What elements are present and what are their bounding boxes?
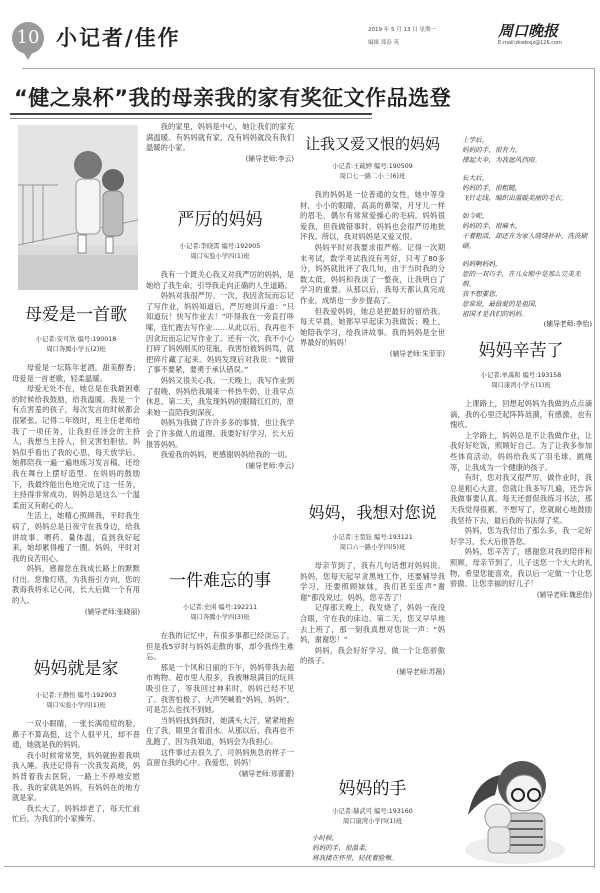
paragraph: 这件事过去很久了，可妈妈焦急的样子一直留在我的心中。我爱您，妈妈！ (146, 747, 294, 768)
poem-line: 长大后， (462, 174, 489, 182)
teacher-credit: (辅导老师:邢蕾蕾) (238, 769, 294, 778)
byline: 小记者:王疏婷 编号:190509 (332, 163, 413, 170)
byline: 小记者:李晓霄 编号:192905 (179, 243, 261, 250)
poem-continued (450, 135, 592, 330)
byline: 小记者:安可欣 编号:190018 (35, 336, 117, 343)
issue-info (368, 24, 436, 50)
school: 周口七一路二小三(6)班 (339, 173, 406, 180)
poem-line: 将我搂在怀里，轻抚着脸颊。 (312, 854, 398, 862)
poem-stanza (300, 833, 445, 867)
school: 周口六一路小学四(5)班 (339, 544, 406, 551)
article-title: 妈妈辛苦了 (478, 341, 564, 361)
paragraph: 妈妈对我很严厉。一次，我因贪玩而忘记了写作业，妈妈知道后，严厉地训斥道：“只知道玩！快写作业去！”吓得我在一旁直打哆嗦，连忙跑去写作业……从此以后，我再也不因贪玩而忘记写作业了。还有一次，我不小心打碎了妈妈刚买的花瓶，我害怕被妈妈骂，就把碎片藏了起来。妈妈发现后对我说：“做错了事不要紧，要勇于承认错误。” (146, 291, 294, 375)
article-want-to-tell-you (300, 500, 445, 767)
teacher-credit: (辅导老师:张晓丽) (84, 607, 140, 616)
article-title: 妈妈，我想对您说 (308, 503, 437, 522)
poem-line: 祖国才是我们的妈妈。 (462, 310, 528, 318)
email: E-mail:zkwbxjz@126.com (498, 40, 562, 46)
paragraph: 妈妈又很关心我。一天晚上，我写作业到了很晚，妈妈给我端来一杯热牛奶，让我早点休息。第二天，我发现妈妈的眼睛红红的，原来她一直陪我到深夜。 (146, 375, 294, 417)
article-title: 母爱是一首歌 (25, 305, 127, 325)
paragraph: 我爱我的妈妈，更感谢妈妈给我的一切。 (160, 450, 292, 460)
article-mother-love-song (12, 300, 140, 653)
paragraph: 妈妈，感谢您在我成长路上的默默付出。您像灯塔，为我指引方向，您的教诲我将永记心间，长大后做一个有用的人。 (12, 564, 140, 606)
poem-line: 妈妈的手，很温柔， (312, 844, 372, 852)
teacher-credit: (辅导老师:李云) (245, 461, 294, 470)
page-number-badge: 10 (12, 22, 44, 54)
editor: 编辑 郑春 英 (368, 40, 399, 46)
article-title: 严厉的妈妈 (177, 210, 263, 230)
paragraph: 妈妈平时对我要求很严格。记得一次期末考试，数学考试我没有考好，只考了80多分，妈妈就批评了我几句，由于当时我的分数太低，妈妈和我谈了一整夜，让我明白了学习的重要。从那以后，我每天都认真完成作业，成绩也一步步提高了。 (300, 242, 445, 305)
teacher-credit: (辅导老师:李怡) (543, 320, 592, 328)
divider (10, 118, 372, 119)
paragraph: 生活上，她精心照顾我，平时我生病了，妈妈总是日夜守在我身边，给我讲故事、喂药、量体温，直到我好起来，她却累得瘦了一圈。妈妈，平时对我的良苦用心。 (12, 511, 140, 563)
paragraph: 妈妈，您辛苦了，感谢您对我的陪伴和照顾，母亲节到了，儿子送您一个大大的礼物，希望您能喜欢，我以后一定做一个让您骄傲、让您幸福的好儿子！ (450, 547, 592, 589)
paragraph: 上课路上，回想起妈妈为我做的点点滴滴，我的心里泛起阵阵涟漪，有感激，也有愧疚。 (450, 399, 592, 430)
article-title: 让我又爱又恨的妈妈 (304, 135, 440, 153)
paragraph: 我有一个既关心我又对我严厉的妈妈，是她给了我生命，引导我走向正确的人生道路。 (146, 270, 294, 290)
paragraph: 当妈妈找到我时，她满头大汗，紧紧地抱住了我，眼里含着泪水。从那以后，我再也不乱跑了，因为我知道，妈妈会为我担心。 (146, 715, 294, 746)
school: 周口康湾小学四(1)班 (342, 818, 403, 825)
byline: 小记者:王静怡 编号:192903 (35, 692, 117, 699)
section-title: 小记者/佳作 (56, 25, 181, 50)
illustration-mother-child (18, 125, 138, 290)
paragraph: 记得那天晚上，我发烧了，妈妈一夜没合眼，守在我的床边。第二天，您又早早地去上班了，那一刻我真想对您说一声：“妈妈，谢谢您！” (300, 603, 445, 645)
article-title: 妈妈的手 (338, 779, 407, 799)
teacher-credit: (辅导老师:李云) (245, 154, 294, 163)
article-mom-worked-hard (450, 336, 592, 779)
poem-line: 妈妈的手，很有力， (462, 146, 522, 154)
article-body (450, 399, 592, 779)
teacher-credit: (辅导老师:朱菲菲) (389, 349, 445, 358)
article-title: 一件难忘的事 (169, 571, 271, 591)
article-body (146, 631, 294, 871)
paragraph: 但我爱妈妈，她总是把最好的留给我。每天早晨，她都早早起床为我做饭；晚上，她陪我学习，给我讲故事。我的妈妈是全世界最好的妈妈！ (300, 306, 445, 348)
headline: “健之泉杯”我的母亲我的家有奖征文作品选登 (14, 86, 452, 110)
poem-line: 妈妈的手，很麻木， (462, 222, 522, 230)
article-body (300, 190, 445, 490)
paragraph: 母亲节到了，我有几句话想对妈妈说。妈妈，您每天起早贪黑地工作，还要辅导我学习，还要照顾妹妹，我们甚至连声“谢谢”都没说过。妈妈，您辛苦了！ (300, 561, 445, 602)
article-strict-mom (146, 205, 294, 568)
paragraph: 上学路上，妈妈总是不让我做作业，让我好好吃饭，照顾好自己。为了让我多参加些体育活动，妈妈给我买了羽毛球、跳绳等，让我成为一个健康的孩子。 (450, 430, 592, 472)
poem-line: 您的一双巧手，在儿女眼中是那么完美无瑕。 (462, 270, 581, 288)
paragraph: 妈妈，您为我付出了那么多，我一定好好学习，长大后报答您。 (450, 526, 592, 546)
teacher-credit: (辅导老师:苏薇) (396, 667, 445, 676)
poem-line: 撑起大伞，为我遮风挡雨。 (462, 156, 542, 164)
paragraph: 那是一个风和日丽的下午，妈妈带我去超市购物。超市里人很多，我被琳琅满目的玩具吸引住了，等我回过神来时，妈妈已经不见了。我害怕极了，大声哭喊着“妈妈，妈妈”，可是怎么也找不到她。 (146, 662, 294, 715)
paragraph: 我的妈妈是一位普通的女性，她中等身材，小小的眼睛，高高的鼻梁，月牙儿一样的眉毛，偶尔有常常爱操心的毛病。妈妈很爱我，但我做错事时，妈妈也会很严厉地批评我。所以，我对妈妈是又爱又恨。 (300, 190, 445, 242)
poem-line: 您常说，最值爱的是祖国， (462, 300, 542, 308)
divider (594, 68, 595, 868)
byline: 小记者:王宽钰 编号:193121 (332, 534, 413, 541)
article-title: 妈妈就是家 (33, 659, 119, 679)
article-body (12, 363, 140, 653)
article-body (300, 561, 445, 767)
paragraph: 有时，您对我又很严厉，做作业时，我总是粗心大意，您就让我多写几遍，还告诉我做事要认真。每天还督促我练习书法，那天我觉得很累，不想写了，您就耐心地鼓励我坚持下去，最后我的书法得了奖。 (450, 473, 592, 525)
paragraph: 妈妈，我会好好学习，做一个让您骄傲的孩子。 (300, 645, 445, 666)
article-moms-hands (300, 774, 445, 867)
article-body (12, 719, 140, 879)
school: 周口实验小学四(1)班 (190, 253, 250, 260)
paragraph: 妈妈为我做了许许多多的事情，也让我学会了许多做人的道理。我要好好学习，长大后报答妈妈。 (146, 418, 294, 449)
byline: 小记者:史闲 编号:192211 (182, 604, 258, 611)
newspaper-logo: 周口晚报 (498, 22, 559, 40)
issue-date: 2019 年 5 月 13 日 星期一 (368, 27, 436, 33)
paragraph: 一双小眼睛，一张长满痘痘的脸，鼻子不算高挺，这个人很平凡，却不普通，她就是我的妈妈。 (12, 719, 140, 750)
poem-line: 飞针走线，编织出温暖美丽的毛衣。 (462, 194, 568, 202)
article-body (146, 270, 294, 568)
school: 周口康湾小学五(1)班 (491, 382, 551, 389)
poem-line: 上学后， (462, 136, 489, 144)
poem-line: 妈妈啊妈妈， (462, 260, 502, 268)
poem-line: 如今呢， (462, 212, 489, 220)
paragraph: 我长大了，妈妈却老了，每天忙前忙后，为我们的小家操劳。 (12, 803, 140, 824)
article-love-hate-mom (300, 133, 445, 490)
teacher-credit: (辅导老师:魏思佳) (536, 590, 592, 599)
paragraph: 母爱是一坛陈年老酒，甜美醇香；母爱是一首老歌，轻柔温暖。 (12, 363, 140, 383)
poem-line: 妈妈的手，很粗糙， (462, 184, 522, 192)
paragraph: 我小时候常常哭，妈妈就抱着我哄我入睡。我还记得有一次我发高烧，妈妈背着我去医院，一路上不停地安慰我。我的家就是妈妈，有妈妈在的地方就是家。 (12, 750, 140, 803)
school: 周口实验小学四(1)班 (46, 702, 106, 709)
divider (22, 68, 594, 69)
paragraph: 在我的记忆中，有很多事都已经淡忘了，但是我5岁时与妈妈走散的事，却令我终生难忘。 (146, 631, 294, 662)
article-body (146, 122, 294, 174)
poem-line: 小时候， (312, 834, 339, 842)
article-unforgettable-event (146, 566, 294, 871)
illustration-girl-hugging-child (460, 755, 570, 865)
school: 周口奔腾小学四(3)班 (190, 614, 250, 621)
byline: 小记者:单禹和 编号:193158 (480, 372, 562, 379)
divider (10, 113, 372, 115)
paragraph: 母爱无处不在，她总是在我最困难的时候给我鼓励，给我温暖。我是一个有点害羞的孩子，每次发言的时候都会很紧张。记得二年级时，班主任老师给我了一项任务，让我担任诗会的主持人，我想当主持人，但又害怕胆怯。妈妈似乎看出了我的心思，每天放学后，她都陪我一遍一遍地练习发言稿，还给我在舞台上摆好造型。在妈妈的鼓励下，我最终能出色地完成了这一任务，主持得非常成功。妈妈总是这么一个温柔而又有耐心的人。 (12, 384, 140, 510)
byline: 小记者:赫武可 编号:193160 (332, 808, 413, 815)
school: 周口奔腾小学五(2)班 (46, 346, 106, 353)
paragraph: 我的家里，妈妈是中心，她让我们的家充满温暖。有妈妈就有家，没有妈妈就没有我们温暖的小家。 (146, 122, 294, 153)
article-continued (146, 122, 294, 174)
article-mom-is-home (12, 654, 140, 879)
poem-line: 干着粗活，却还在为家人缝缝补补，洗洗刷刷。 (462, 232, 588, 250)
poem-line: 我不想要您， (462, 290, 502, 298)
